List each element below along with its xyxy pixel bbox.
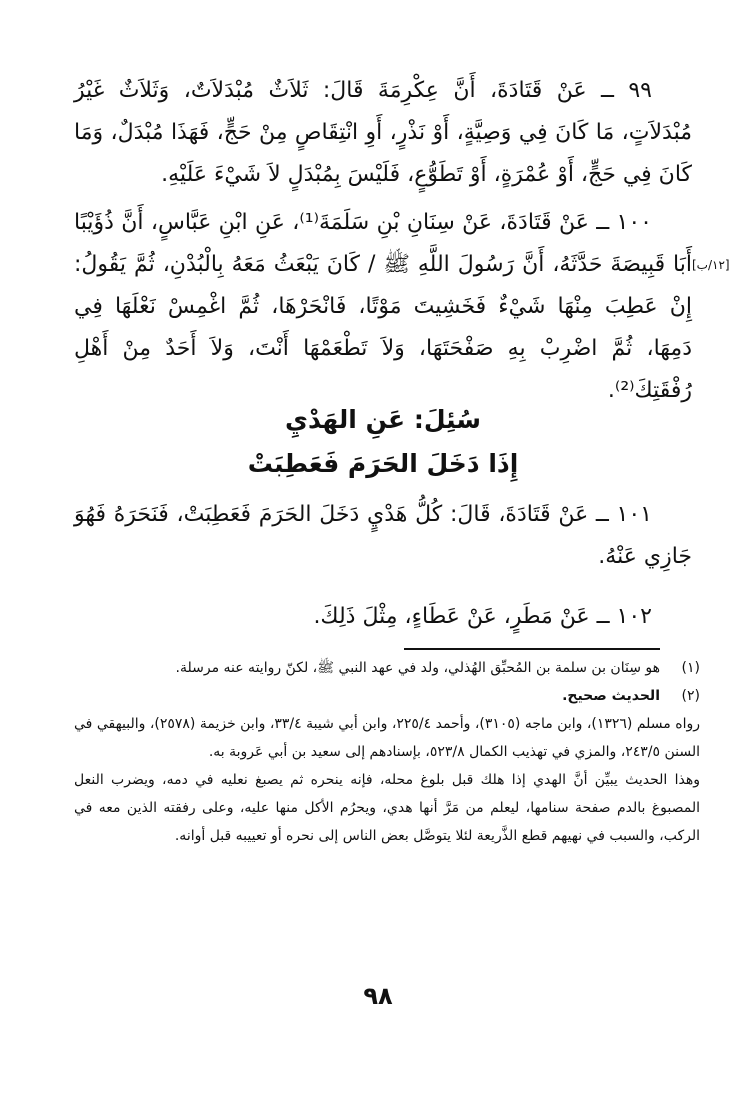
- paragraph-99: ٩٩ ــ عَنْ قَتَادَةَ، أَنَّ عِكْرِمَةَ قَالَ: ثَلاَثٌ مُبْدَلاَتٌ، وَثَلاَثٌ غَيْرُ مُبْدَلاَتٍ، مَا كَانَ فِي وَصِيَّةٍ، أَوْ نَذْرٍ، أَوِ انْتِقَاصٍ مِنْ حَجٍّ، فَهَذَا مُبْدَلٌ، وَمَا كَانَ فِي حَجٍّ، أَوْ عُمْرَةٍ، أَوْ تَطَوُّعٍ، فَلَيْسَ بِمُبْدَلٍ لاَ شَيْءَ عَلَيْهِ.: [74, 78, 692, 187]
- footnotes: [74, 654, 700, 850]
- main-text-block: [74, 70, 692, 418]
- footnote-2-title: الحديث صحيح.: [562, 688, 660, 704]
- footnote-separator: [404, 648, 660, 650]
- footnote-1: [74, 654, 700, 682]
- footnote-1-number: (١): [681, 660, 700, 676]
- footnote-2-number: (٢): [681, 688, 700, 704]
- paragraph-102: ١٠٢ ــ عَنْ مَطَرٍ، عَنْ عَطَاءٍ، مِثْلَ ذَلِكَ.: [313, 604, 652, 629]
- footnote-2-commentary: وهذا الحديث يبيِّن أنَّ الهدي إذا هلك قبل بلوغ محله، فإنه ينحره ثم يصبغ نعليه في دمه، ويضرب النعل المصبوغ بالدم صفحة سنامها، ليعلم من مَرَّ أنها هدي، ويحرُم الأكل منها عليه، وعلى رفقته الذين معه في الركب، والسبب في نهيهم قطع الذَّريعة لئلا يتوصَّل بعض الناس إلى نحره أو تعييبه قبل أوانه.: [74, 772, 700, 844]
- paragraph-100: ١٠٠ ــ عَنْ قَتَادَةَ، عَنْ سِنَانِ بْنِ سَلَمَةَ⁽¹⁾، عَنِ ابْنِ عَبَّاسٍ، أَنَّ ذُؤَيْبًا أَبَا قَبِيصَةَ حَدَّثَهُ، أَنَّ رَسُولَ اللَّهِ ﷺ / كَانَ يَبْعَثُ مَعَهُ بِالْبُدْنِ، ثُمَّ يَقُولُ: إِنْ عَطِبَ مِنْهَا شَيْءٌ فَخَشِيتَ مَوْتًا، فَانْحَرْهَا، ثُمَّ اغْمِسْ نَعْلَهَا فِي دَمِهَا، ثُمَّ اضْرِبْ بِهِ صَفْحَتَهَا، وَلاَ تَطْعَمْهَا أَنْتَ، وَلاَ أَحَدٌ مِنْ أَهْلِ رُفْقَتِكَ⁽²⁾.: [74, 210, 692, 403]
- section-heading-line-2: إِذَا دَخَلَ الحَرَمَ فَعَطِبَتْ: [247, 449, 519, 478]
- section-heading-line-1: سُئِلَ: عَنِ الهَدْيِ: [285, 405, 481, 434]
- page-number: ٩٨: [363, 982, 393, 1010]
- manuscript-folio-reference: [١٢/ب]: [692, 258, 730, 272]
- paragraph-101: ١٠١ ــ عَنْ قَتَادَةَ، قَالَ: كُلُّ هَدْيٍ دَخَلَ الحَرَمَ فَعَطِبَتْ، فَنَحَرَهُ فَهُوَ جَازِي عَنْهُ.: [74, 502, 692, 569]
- footnote-2: [74, 682, 700, 710]
- footnote-1-text: هو سِنَان بن سلمة بن المُحبِّق الهُذلي، ولد في عهد النبي ﷺ، لكنّ روايته عنه مرسلة.: [175, 660, 660, 676]
- section-heading: [74, 398, 692, 486]
- main-text-block-2: [74, 494, 692, 644]
- footnote-2-sources: رواه مسلم (١٣٢٦)، وابن ماجه (٣١٠٥)، وأحمد ٢٢٥/٤، وابن أبي شيبة ٣٣/٤، وابن خزيمة (٢٥٧٨)، والبيهقي في السنن ٢٤٣/٥، والمزي في تهذيب الكمال ٥٢٣/٨، بإسنادهم إلى سعيد بن أبي عَروبة به.: [74, 716, 700, 760]
